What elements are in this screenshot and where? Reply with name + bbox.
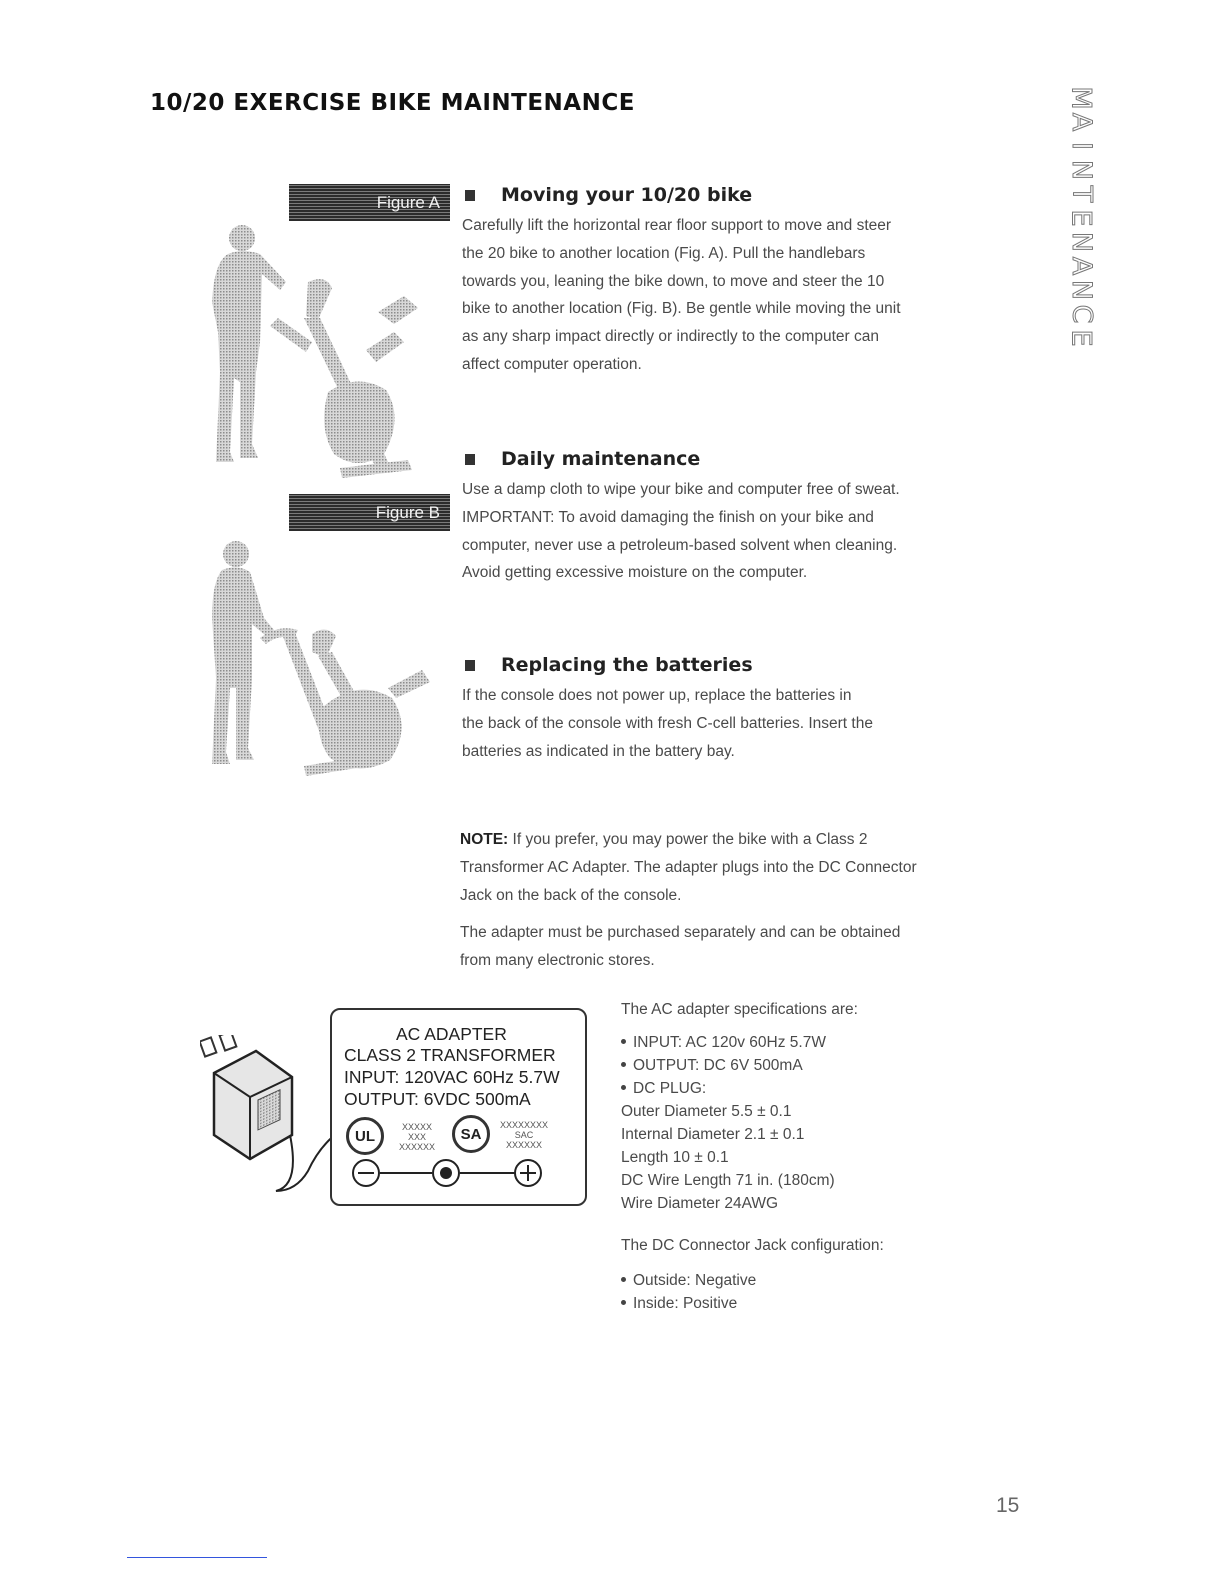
section-daily-maintenance bbox=[462, 448, 942, 587]
cert-code-line: XXXXXXXX bbox=[499, 1120, 549, 1130]
note-paragraph bbox=[460, 826, 940, 909]
list-item-text: INPUT: AC 120v 60Hz 5.7W bbox=[633, 1034, 826, 1051]
footer-rule bbox=[127, 1557, 267, 1558]
cert-code-line: XXXXXX bbox=[505, 1140, 543, 1150]
side-tab-letter: E bbox=[1066, 329, 1097, 347]
config-intro: The DC Connector Jack configuration: bbox=[621, 1237, 884, 1254]
side-tab-letter: E bbox=[1066, 209, 1097, 227]
section-body bbox=[462, 476, 942, 587]
side-tab-letter: N bbox=[1065, 279, 1097, 301]
side-tab-letter: N bbox=[1065, 159, 1097, 181]
section-body bbox=[462, 212, 942, 379]
cert-code-line: SAC bbox=[514, 1130, 534, 1140]
body-line: as any sharp impact directly or indirectly to the computer can bbox=[462, 328, 879, 346]
ul-certification-icon: UL bbox=[346, 1117, 384, 1155]
body-line: Carefully lift the horizontal rear floor support to move and steer bbox=[462, 217, 892, 234]
page-title: 10/20 EXERCISE BIKE MAINTENANCE bbox=[150, 90, 635, 116]
config-list bbox=[621, 1269, 921, 1315]
section-title: Daily maintenance bbox=[501, 448, 701, 470]
section-body bbox=[462, 682, 942, 765]
list-item bbox=[621, 1054, 921, 1077]
section-bullet-icon bbox=[465, 190, 475, 201]
bullet-dot-icon bbox=[621, 1062, 626, 1067]
csa-certification-code bbox=[496, 1120, 552, 1150]
body-line: Avoid getting excessive moisture on the computer. bbox=[462, 564, 808, 582]
section-title: Replacing the batteries bbox=[501, 654, 753, 676]
figure-a-label: Figure A bbox=[289, 184, 450, 221]
section-bullet-icon bbox=[465, 454, 475, 465]
list-item bbox=[621, 1031, 921, 1054]
specs-list bbox=[621, 1031, 921, 1100]
list-item bbox=[621, 1077, 921, 1100]
side-tab-letter: M bbox=[1065, 86, 1097, 110]
body-line: computer, never use a petroleum-based solvent when cleaning. bbox=[462, 536, 898, 554]
body-line: bike to another location (Fig. B). Be gentle while moving the unit bbox=[462, 300, 901, 318]
bullet-dot-icon bbox=[621, 1277, 626, 1282]
page-number: 15 bbox=[996, 1494, 1020, 1517]
side-tab-letter: N bbox=[1065, 231, 1097, 253]
section-moving bbox=[462, 184, 942, 379]
side-tab-maintenance bbox=[1062, 86, 1100, 350]
adapter-label-box bbox=[330, 1008, 587, 1206]
list-item-text: DC PLUG: bbox=[633, 1080, 707, 1097]
body-line: affect computer operation. bbox=[462, 355, 642, 373]
cert-code-line: XXX bbox=[407, 1132, 426, 1142]
ul-certification-code bbox=[392, 1122, 442, 1152]
figure-b-label: Figure B bbox=[289, 494, 450, 531]
bullet-dot-icon bbox=[621, 1300, 626, 1305]
note-label: NOTE: bbox=[460, 831, 509, 848]
body-line: the 20 bike to another location (Fig. A). Pull the handlebars bbox=[462, 244, 866, 262]
list-item-text: Inside: Positive bbox=[633, 1295, 738, 1312]
side-tab-letter: A bbox=[1065, 256, 1097, 276]
adapter-label-line: OUTPUT: 6VDC 500mA bbox=[344, 1089, 531, 1109]
plug-detail: Outer Diameter 5.5 ± 0.1 bbox=[621, 1103, 792, 1120]
plug-detail: Wire Diameter 24AWG bbox=[621, 1195, 779, 1212]
plug-detail: Internal Diameter 2.1 ± 0.1 bbox=[621, 1126, 805, 1143]
body-line: the back of the console with fresh C-cell batteries. Insert the bbox=[462, 714, 873, 732]
ac-adapter-illustration bbox=[200, 1035, 340, 1195]
bullet-dot-icon bbox=[621, 1039, 626, 1044]
side-tab-letter: C bbox=[1065, 304, 1097, 324]
adapter-label-line: AC ADAPTER bbox=[396, 1024, 507, 1044]
body-line: The adapter must be purchased separately and can be obtained bbox=[460, 924, 901, 942]
body-line: Transformer AC Adapter. The adapter plugs into the DC Connector bbox=[460, 858, 917, 876]
cert-code-line: XXXXX bbox=[401, 1122, 432, 1132]
body-line: towards you, leaning the bike down, to move and steer the 10 bbox=[462, 272, 885, 290]
section-title: Moving your 10/20 bike bbox=[501, 184, 753, 206]
adapter-label-line: CLASS 2 TRANSFORMER bbox=[344, 1045, 556, 1065]
figure-b-illustration bbox=[208, 538, 453, 783]
body-line: If you prefer, you may power the bike with a Class 2 bbox=[508, 831, 868, 848]
body-line: Jack on the back of the console. bbox=[460, 886, 682, 904]
body-line: If the console does not power up, replace the batteries in bbox=[462, 687, 852, 704]
cert-code-line: XXXXXX bbox=[398, 1142, 436, 1152]
specs-intro: The AC adapter specifications are: bbox=[621, 1001, 858, 1018]
list-item bbox=[621, 1292, 921, 1315]
plug-detail: DC Wire Length 71 in. (180cm) bbox=[621, 1172, 835, 1189]
section-bullet-icon bbox=[465, 660, 475, 671]
plug-detail: Length 10 ± 0.1 bbox=[621, 1149, 729, 1166]
body-line: Use a damp cloth to wipe your bike and computer free of sweat. bbox=[462, 481, 900, 498]
bullet-dot-icon bbox=[621, 1085, 626, 1090]
side-tab-letter: A bbox=[1065, 112, 1097, 132]
figure-a-illustration bbox=[208, 222, 438, 490]
adapter-purchase-paragraph bbox=[460, 919, 940, 975]
body-line: from many electronic stores. bbox=[460, 952, 655, 970]
csa-certification-icon: SA bbox=[452, 1115, 490, 1153]
list-item-text: OUTPUT: DC 6V 500mA bbox=[633, 1057, 803, 1074]
section-replacing-batteries bbox=[462, 654, 942, 765]
body-line: IMPORTANT: To avoid damaging the finish on your bike and bbox=[462, 508, 874, 526]
polarity-diagram-icon bbox=[352, 1156, 542, 1190]
side-tab-letter: I bbox=[1066, 142, 1097, 150]
list-item bbox=[621, 1269, 921, 1292]
list-item-text: Outside: Negative bbox=[633, 1272, 757, 1289]
adapter-specifications bbox=[621, 998, 921, 1315]
note-block bbox=[460, 826, 940, 985]
adapter-label-line: INPUT: 120VAC 60Hz 5.7W bbox=[344, 1067, 560, 1087]
side-tab-letter: T bbox=[1066, 185, 1097, 203]
body-line: batteries as indicated in the battery bay. bbox=[462, 742, 735, 760]
